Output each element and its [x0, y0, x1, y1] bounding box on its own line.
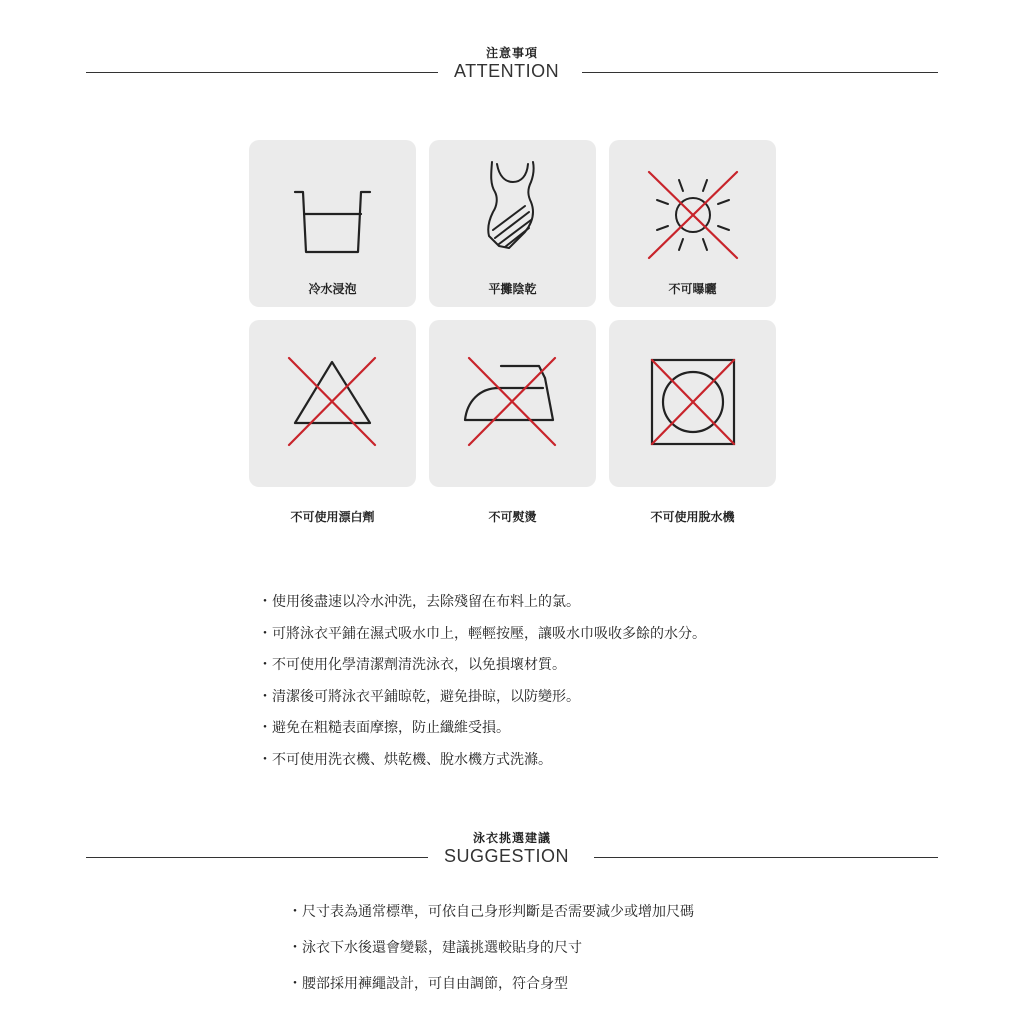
care-card-no-iron	[429, 320, 596, 487]
list-item: ・不可使用化學清潔劑清洗泳衣，以免損壞材質。	[258, 657, 566, 673]
care-card-no-tumble-dry	[609, 320, 776, 487]
care-label: 冷水浸泡	[308, 282, 357, 296]
suggestion-zh-title: 泳衣挑選建議	[472, 831, 551, 845]
care-card-no-bleach	[249, 320, 416, 487]
care-card-cold-water	[249, 140, 416, 307]
care-card-no-sun	[609, 140, 776, 307]
list-item: ・使用後盡速以冷水沖洗，去除殘留在布料上的氯。	[258, 594, 580, 610]
care-label: 不可使用漂白劑	[290, 510, 375, 524]
list-item: ・可將泳衣平鋪在濕式吸水巾上，輕輕按壓，讓吸水巾吸收多餘的水分。	[258, 625, 706, 642]
suggestion-list	[288, 902, 694, 1010]
list-item: ・腰部採用褲繩設計，可自由調節，符合身型	[288, 976, 568, 992]
divider-left	[86, 72, 438, 73]
divider-right	[594, 857, 938, 858]
care-label: 平攤陰乾	[488, 282, 537, 296]
suggestion-en-title: SUGGESTION	[444, 846, 570, 866]
list-item: ・清潔後可將泳衣平鋪晾乾，避免掛晾，以防變形。	[258, 688, 580, 705]
no-bleach-icon	[249, 320, 416, 487]
no-iron-icon	[429, 320, 596, 487]
attention-en-title: ATTENTION	[454, 61, 560, 81]
list-item: ・不可使用洗衣機、烘乾機、脫水機方式洗滌。	[258, 751, 552, 768]
no-tumble-dry-icon	[609, 320, 776, 487]
divider-left	[86, 857, 428, 858]
care-label: 不可使用脫水機	[650, 510, 735, 524]
suggestion-title-row	[86, 846, 938, 868]
divider-right	[582, 72, 938, 73]
attention-zh-title: 注意事項	[485, 46, 538, 60]
list-item: ・避免在粗糙表面摩擦，防止纖維受損。	[258, 720, 510, 736]
care-card-flat-dry	[429, 140, 596, 307]
care-label: 不可熨燙	[488, 510, 537, 524]
care-label: 不可曝曬	[668, 282, 717, 296]
attention-list	[258, 592, 706, 781]
list-item: ・尺寸表為通常標準，可依自己身形判斷是否需要減少或增加尺碼	[288, 904, 694, 920]
attention-title-row	[86, 61, 938, 83]
list-item: ・泳衣下水後還會變鬆，建議挑選較貼身的尺寸	[288, 940, 582, 956]
